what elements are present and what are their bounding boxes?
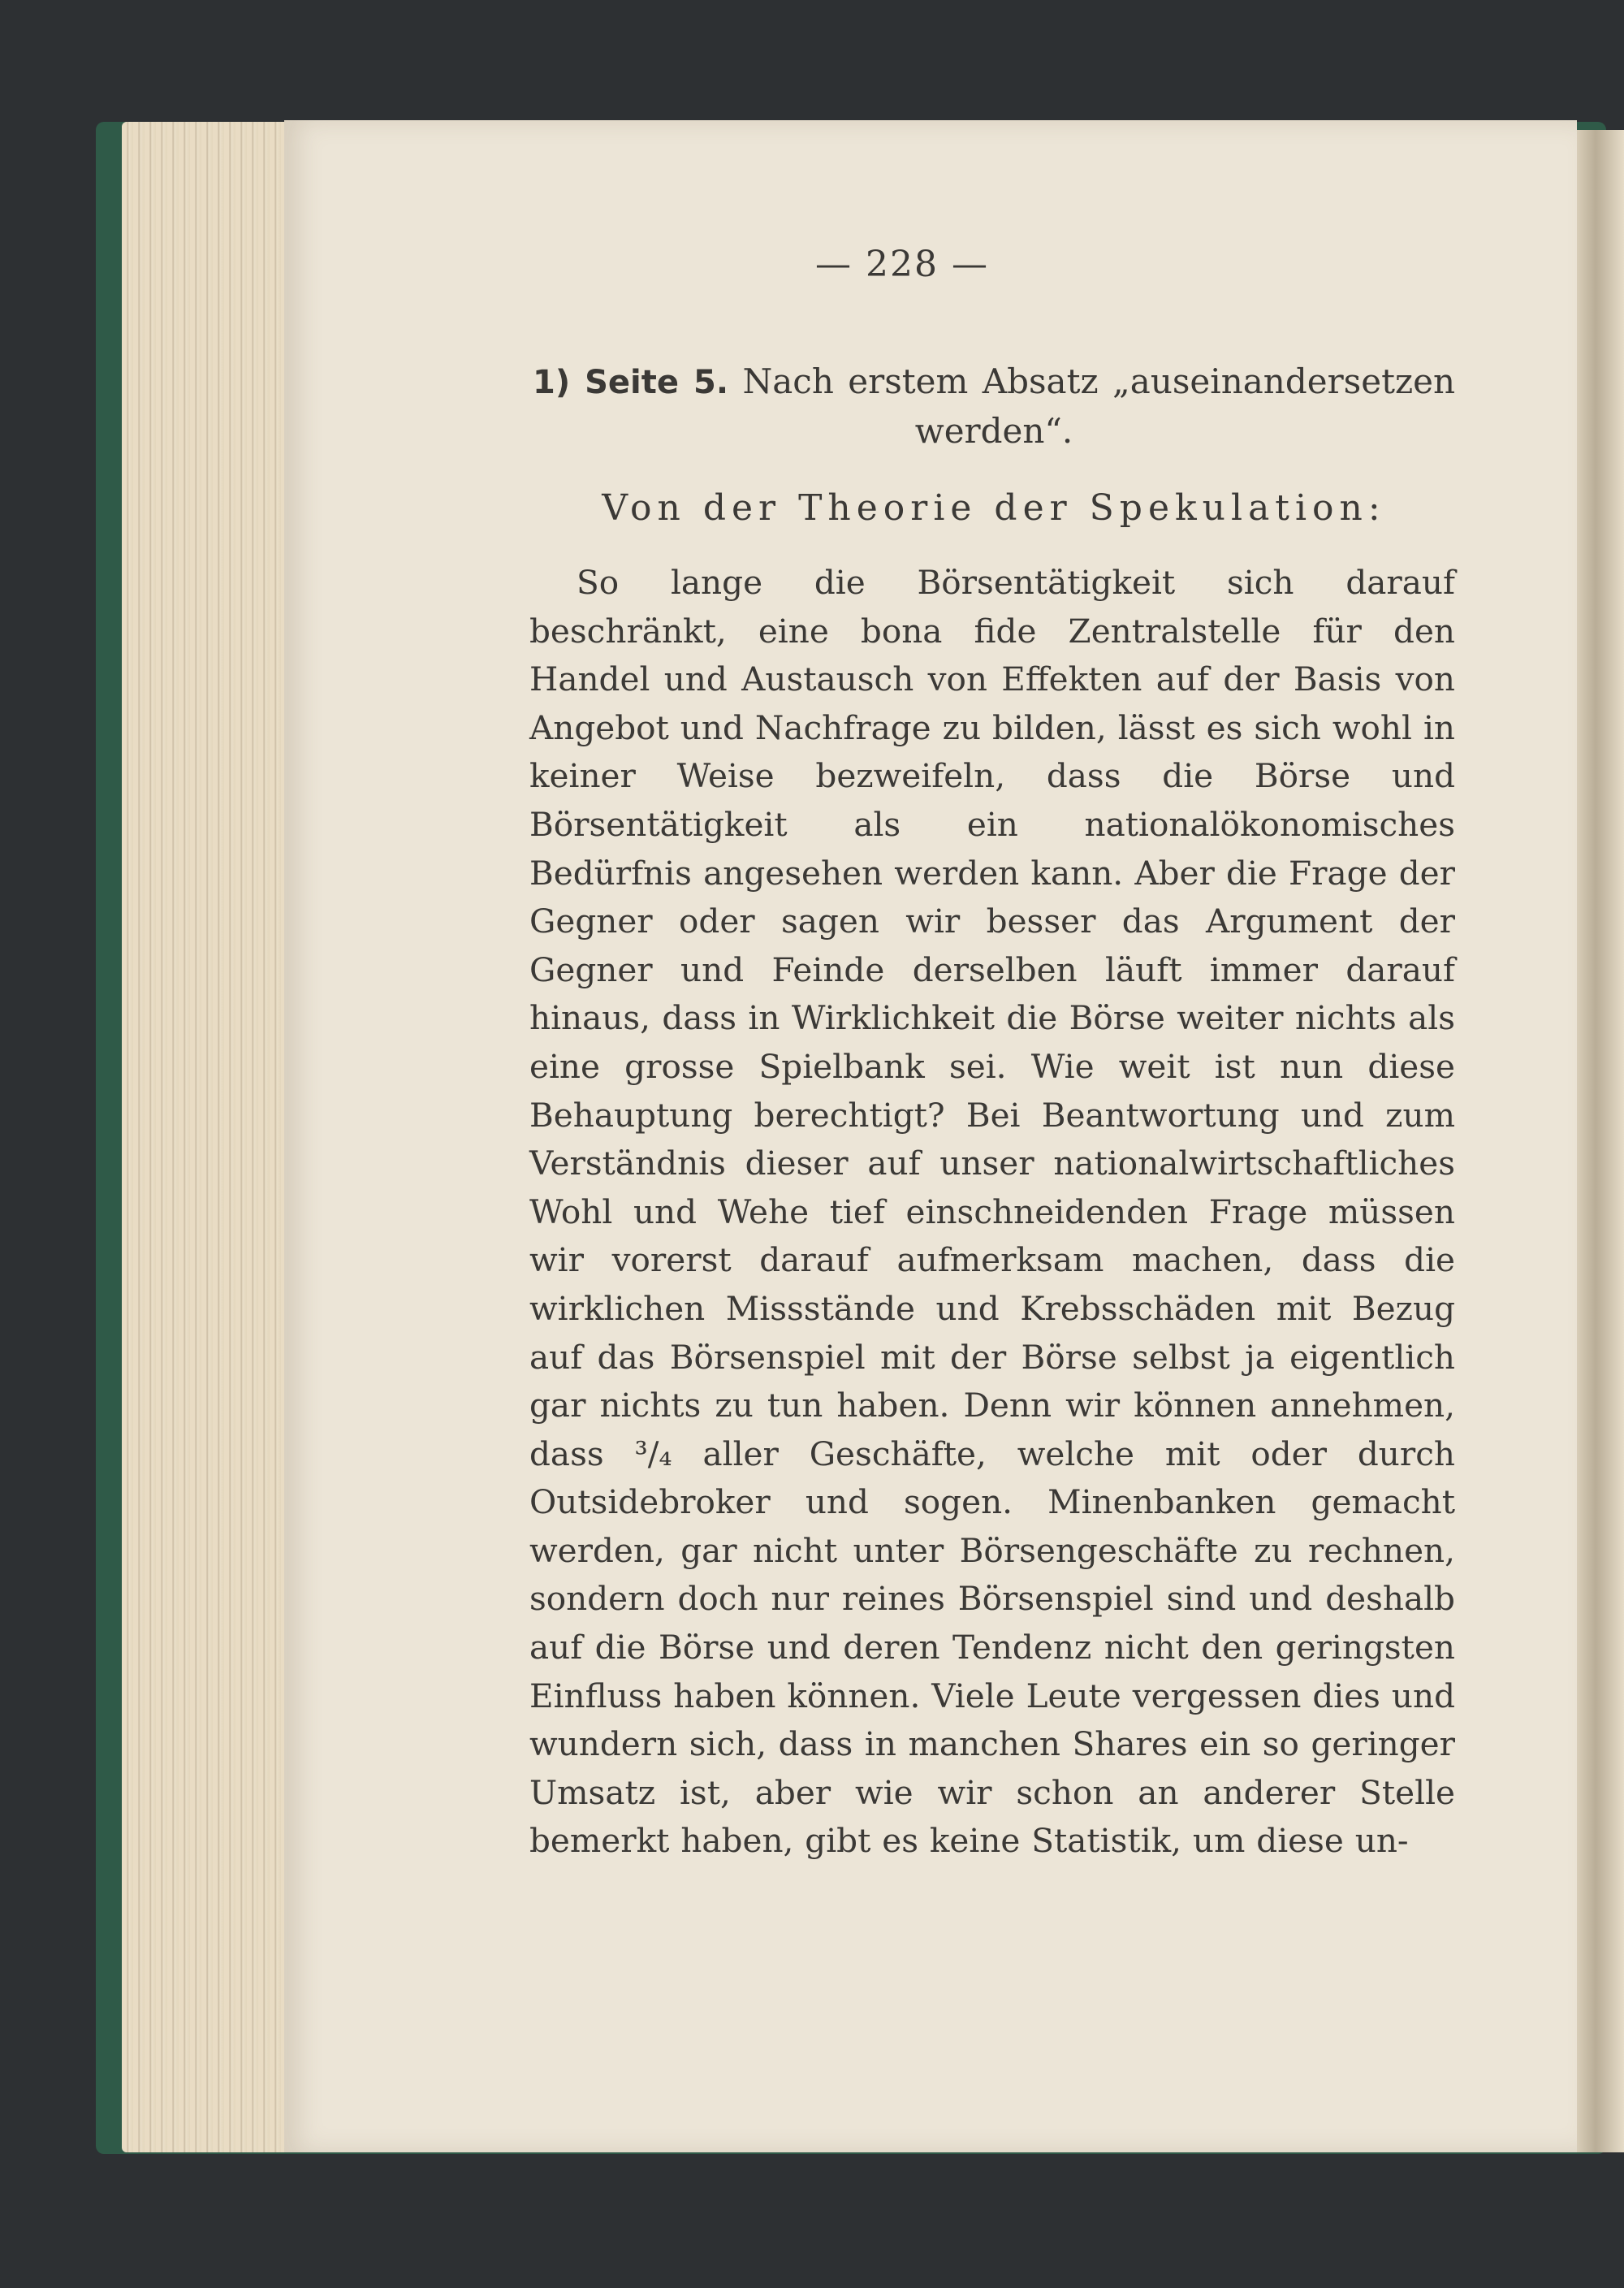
- facing-page-edge: [1577, 130, 1624, 2152]
- body-paragraph: So lange die Börsentätigkeit sich darauf beschränkt, eine bona fide Zentralstelle für den Handel und Austausch von Effekten auf der Basis von Angebot und Nachfrage zu bilden, lässt es sich wohl in keiner Weise bezweifeln, dass die Börse und Börsentätigkeit als ein nationalökonomisches Bedürfnis angesehen werden kann. Aber die Frage der Gegner oder sagen wir besser das Argument der Gegner und Feinde derselben läuft immer darauf hinaus, dass in Wirklichkeit die Börse weiter nichts als eine grosse Spielbank sei. Wie weit ist nun diese Behauptung berechtigt? Bei Beantwortung und zum Verständnis dieser auf unser nationalwirtschaftliches Wohl und Wehe tief einschneidenden Frage müssen wir vorerst darauf aufmerksam machen, dass die wirklichen Missstände und Krebsschäden mit Bezug auf das Börsenspiel mit der Börse selbst ja eigentlich gar nichts zu tun haben. Denn wir können annehmen, dass ³/₄ aller Geschäfte, welche mit oder durch Outsidebroker und sogen. Minenbanken gemacht werden, gar nicht unter Börsengeschäfte zu rechnen, sondern doch nur reines Börsenspiel sind und deshalb auf die Börse und deren Tendenz nicht den geringsten Einfluss haben können. Viele Leute vergessen dies und wundern sich, dass in manchen Shares ein so geringer Umsatz ist, aber wie wir schon an anderer Stelle bemerkt haben, gibt es keine Statistik, um diese un-: [529, 563, 1455, 1861]
- footnote-text: Nach erstem Absatz „auseinandersetzen werden“.: [742, 361, 1455, 451]
- footnote-marker: 1) Seite 5.: [533, 364, 729, 401]
- footnote: [533, 357, 1455, 456]
- section-heading: Von der Theorie der Spekulation:: [602, 487, 1386, 529]
- page-number: — 228 —: [815, 244, 989, 285]
- page-edges: [122, 122, 296, 2152]
